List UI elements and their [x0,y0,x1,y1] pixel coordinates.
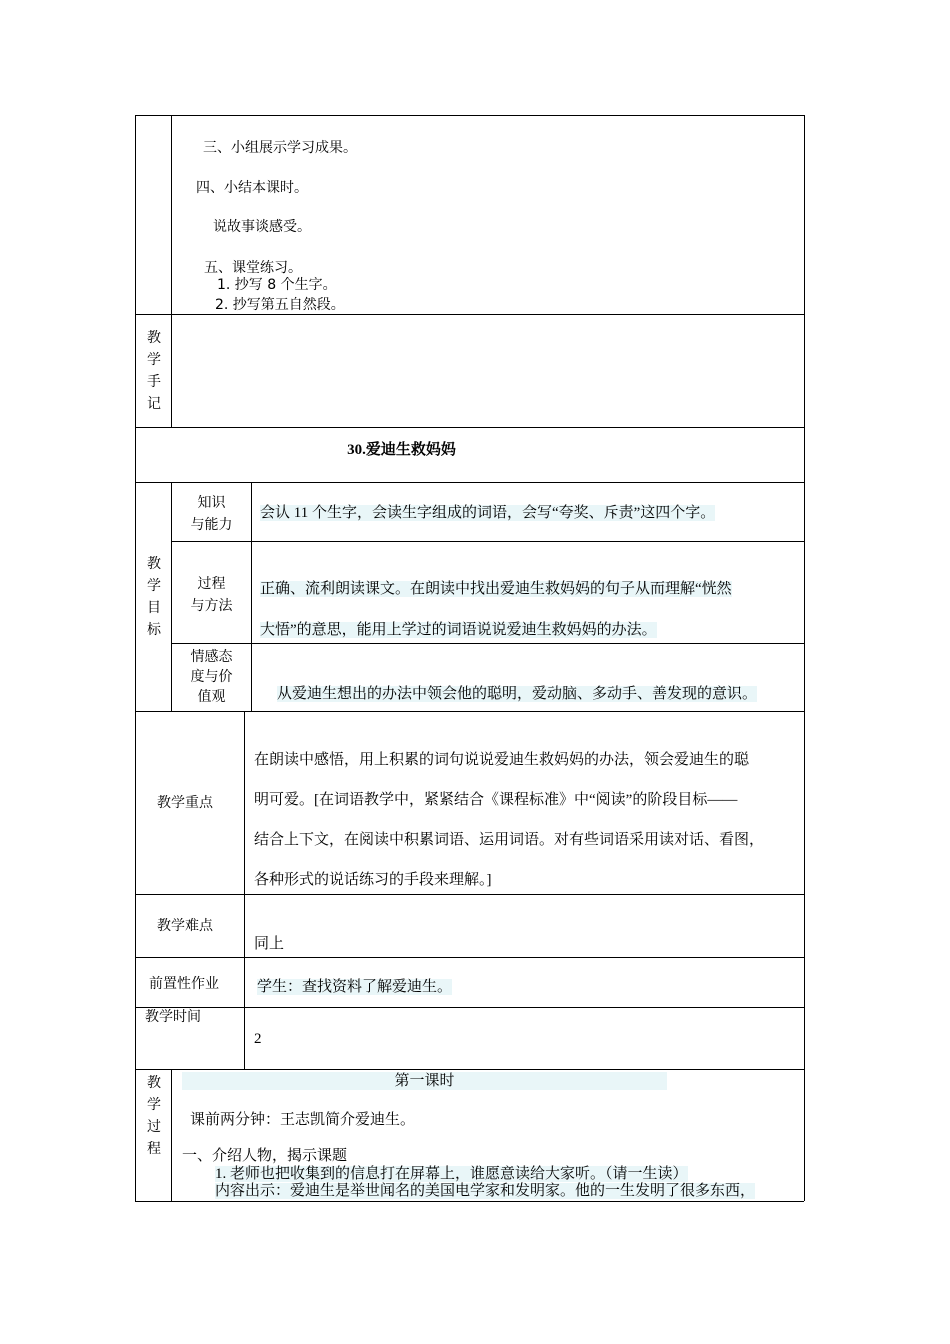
table-border [135,115,804,116]
process-method-text: 大悟”的意思，能用上学过的词语说说爱迪生救妈妈的办法。 [260,622,657,638]
process-method-text: 正确、流利朗读课文。在朗读中找出爱迪生救妈妈的句子从而理解“恍然 [260,581,732,597]
prework-text: 学生：查找资料了解爱迪生。 [257,979,453,995]
objectives-label: 教 学 目 标 [147,556,161,638]
step-text: 说故事谈感受。 [213,219,311,235]
process-label: 教 学 过 程 [147,1075,161,1157]
row-divider [135,482,804,483]
step-content: 内容出示：爱迪生是举世闻名的美国电学家和发明家。他的一生发明了很多东西， [215,1183,756,1199]
row-divider [135,711,804,712]
emotion-label: 情感态 度与价 值观 [190,649,233,705]
table-border [804,115,805,1201]
step-heading: 一、介绍人物，揭示课题 [182,1148,348,1164]
exercise-item: 2. 抄写第五自然段。 [215,297,345,313]
row-divider [135,427,804,428]
knowledge-text: 会认 11 个生字，会读生字组成的词语，会写“夸奖、斥责”这四个字。 [260,505,716,521]
row-divider [135,894,804,895]
key-points-text: 明可爱。[在词语教学中，紧紧结合《课程标准》中“阅读”的阶段目标—— [254,792,738,808]
step-text: 四、小结本课时。 [196,180,308,196]
row-divider [135,1069,804,1070]
col-divider [251,482,252,711]
pre-class-text: 课前两分钟：王志凯简介爱迪生。 [190,1112,416,1128]
table-border [135,115,136,1201]
difficulties-label: 教学难点 [157,918,213,934]
step-text: 五、课堂练习。 [204,260,302,276]
step-text: 三、小组展示学习成果。 [203,140,357,156]
row-divider [135,957,804,958]
class-period-heading: 第一课时 [182,1072,667,1090]
notes-label: 教 学 手 记 [147,330,161,412]
key-points-text: 结合上下文，在阅读中积累词语、运用词语。对有些词语采用读对话、看图， [254,832,765,848]
time-text: 2 [254,1031,262,1047]
process-method-label: 过程 与方法 [190,576,233,614]
row-divider [135,314,804,315]
row-divider [171,643,804,644]
col-divider [171,115,172,427]
key-points-label: 教学重点 [157,795,213,811]
difficulties-text: 同上 [254,936,285,952]
lesson-title: 30.爱迪生救妈妈 [347,442,456,458]
row-divider [171,541,804,542]
col-divider [171,1069,172,1201]
step-item: 1. 老师也把收集到的信息打在屏幕上，谁愿意读给大家听。（请一生读） [215,1166,688,1182]
time-label: 教学时间 [145,1009,201,1025]
knowledge-label: 知识 与能力 [190,495,233,533]
emotion-text: 从爱迪生想出的办法中领会他的聪明，爱动脑、多动手、善发现的意识。 [277,686,758,702]
table-border [135,1201,804,1202]
row-divider [135,1007,804,1008]
prework-label: 前置性作业 [149,976,219,992]
exercise-item: 1. 抄写 8 个生字。 [217,277,337,293]
key-points-text: 在朗读中感悟，用上积累的词句说说爱迪生救妈妈的办法，领会爱迪生的聪 [254,752,750,768]
col-divider [244,711,245,1069]
key-points-text: 各种形式的说话练习的手段来理解。] [254,872,492,888]
